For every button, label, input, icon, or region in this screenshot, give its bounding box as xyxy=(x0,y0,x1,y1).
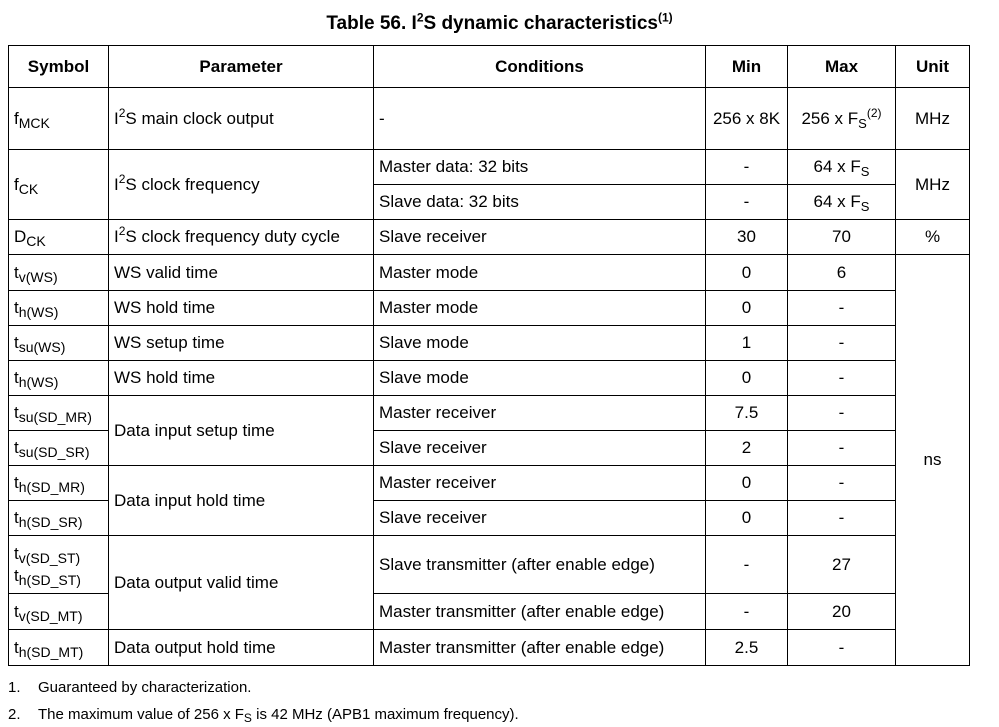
max-cell: 70 xyxy=(788,220,896,255)
condition-cell: Slave receiver xyxy=(374,220,706,255)
condition-cell: Master mode xyxy=(374,255,706,291)
parameter-cell: Data output valid time xyxy=(109,536,374,630)
unit-cell: MHz xyxy=(896,88,970,150)
i2s-dynamic-characteristics-table xyxy=(8,45,970,666)
symbol-cell: $t_{su(SD\_SR)}$ xyxy=(9,431,109,466)
symbol-cell: $t_{v(WS)}$ xyxy=(9,255,109,291)
max-cell: - xyxy=(788,396,896,431)
min-cell: 0 xyxy=(706,466,788,501)
symbol-cell: $t_{h(WS)}$ xyxy=(9,361,109,396)
table-row xyxy=(9,220,970,255)
symbol-cell: $t_{h(SD\_MR)}$ xyxy=(9,466,109,501)
max-cell: 6 xyxy=(788,255,896,291)
header-parameter: Parameter xyxy=(109,46,374,88)
symbol-cell: $D_{CK}$ xyxy=(9,220,109,255)
min-cell: 0 xyxy=(706,291,788,326)
max-cell: 256 x $F_S^{(2)}$ xyxy=(788,88,896,150)
min-cell: - xyxy=(706,185,788,220)
table-row xyxy=(9,255,970,291)
symbol-cell: $t_{su(SD\_MR)}$ xyxy=(9,396,109,431)
parameter-cell: Data input hold time xyxy=(109,466,374,536)
parameter-cell: Data input setup time xyxy=(109,396,374,466)
condition-cell: - xyxy=(374,88,706,150)
max-cell: 64 x $F_S$ xyxy=(788,150,896,185)
min-cell: 1 xyxy=(706,326,788,361)
table-row xyxy=(9,291,970,326)
parameter-cell: $I^2S$ clock frequency duty cycle xyxy=(109,220,374,255)
header-symbol: Symbol xyxy=(9,46,109,88)
symbol-cell: $t_{h(WS)}$ xyxy=(9,291,109,326)
min-cell: 0 xyxy=(706,255,788,291)
condition-cell: Master transmitter (after enable edge) xyxy=(374,594,706,630)
footnote-1: 1. Guaranteed by characterization. xyxy=(8,679,252,696)
table-row xyxy=(9,466,970,501)
table-title: Table 56. $I^2S$ dynamic characteristics$^{(1)}$ xyxy=(326,10,673,34)
table-row xyxy=(9,361,970,396)
max-cell: 27 xyxy=(788,536,896,594)
parameter-cell: WS setup time xyxy=(109,326,374,361)
condition-cell: Slave mode xyxy=(374,361,706,396)
parameter-cell: WS hold time xyxy=(109,361,374,396)
condition-cell: Master mode xyxy=(374,291,706,326)
min-cell: 7.5 xyxy=(706,396,788,431)
min-cell: 30 xyxy=(706,220,788,255)
max-cell: - xyxy=(788,431,896,466)
unit-cell-ns: ns xyxy=(896,255,970,666)
symbol-cell: $t_{su(WS)}$ xyxy=(9,326,109,361)
symbol-cell: $t_{h(SD\_MT)}$ xyxy=(9,630,109,666)
unit-cell: % xyxy=(896,220,970,255)
header-conditions: Conditions xyxy=(374,46,706,88)
min-cell: - xyxy=(706,594,788,630)
condition-cell: Master receiver xyxy=(374,466,706,501)
condition-cell: Slave mode xyxy=(374,326,706,361)
max-cell: 20 xyxy=(788,594,896,630)
condition-cell: Slave receiver xyxy=(374,431,706,466)
symbol-cell: $f_{CK}$ xyxy=(9,150,109,220)
max-cell: 64 x $F_S$ xyxy=(788,185,896,220)
footnote-2: 2. The maximum value of 256 x $F_S$ is 42 MHz (APB1 maximum frequency). xyxy=(8,706,519,725)
header-min: Min xyxy=(706,46,788,88)
parameter-cell: $I^2S$ main clock output xyxy=(109,88,374,150)
symbol-cell: $t_{h(SD\_SR)}$ xyxy=(9,501,109,536)
table-row xyxy=(9,88,970,150)
condition-cell: Master data: 32 bits xyxy=(374,150,706,185)
table-row xyxy=(9,396,970,431)
symbol-cell: $f_{MCK}$ xyxy=(9,88,109,150)
condition-cell: Master receiver xyxy=(374,396,706,431)
max-cell: - xyxy=(788,466,896,501)
condition-cell: Master transmitter (after enable edge) xyxy=(374,630,706,666)
min-cell: - xyxy=(706,150,788,185)
min-cell: 2 xyxy=(706,431,788,466)
condition-cell: Slave transmitter (after enable edge) xyxy=(374,536,706,594)
max-cell: - xyxy=(788,361,896,396)
unit-cell: MHz xyxy=(896,150,970,220)
min-cell: 256 x 8K xyxy=(706,88,788,150)
parameter-cell: WS valid time xyxy=(109,255,374,291)
min-cell: 0 xyxy=(706,361,788,396)
parameter-cell: Data output hold time xyxy=(109,630,374,666)
parameter-cell: WS hold time xyxy=(109,291,374,326)
parameter-cell: $I^2S$ clock frequency xyxy=(109,150,374,220)
condition-cell: Slave data: 32 bits xyxy=(374,185,706,220)
table-row xyxy=(9,630,970,666)
max-cell: - xyxy=(788,326,896,361)
max-cell: - xyxy=(788,501,896,536)
max-cell: - xyxy=(788,291,896,326)
min-cell: - xyxy=(706,536,788,594)
max-cell: - xyxy=(788,630,896,666)
condition-cell: Slave receiver xyxy=(374,501,706,536)
symbol-cell: $t_{v(SD\_MT)}$ xyxy=(9,594,109,630)
table-row xyxy=(9,326,970,361)
table-row xyxy=(9,150,970,185)
table-row xyxy=(9,536,970,594)
min-cell: 0 xyxy=(706,501,788,536)
min-cell: 2.5 xyxy=(706,630,788,666)
symbol-cell: $t_{v(SD\_ST)}$ $t_{h(SD\_ST)}$ xyxy=(9,536,109,594)
header-max: Max xyxy=(788,46,896,88)
header-unit: Unit xyxy=(896,46,970,88)
header-row xyxy=(9,46,970,88)
